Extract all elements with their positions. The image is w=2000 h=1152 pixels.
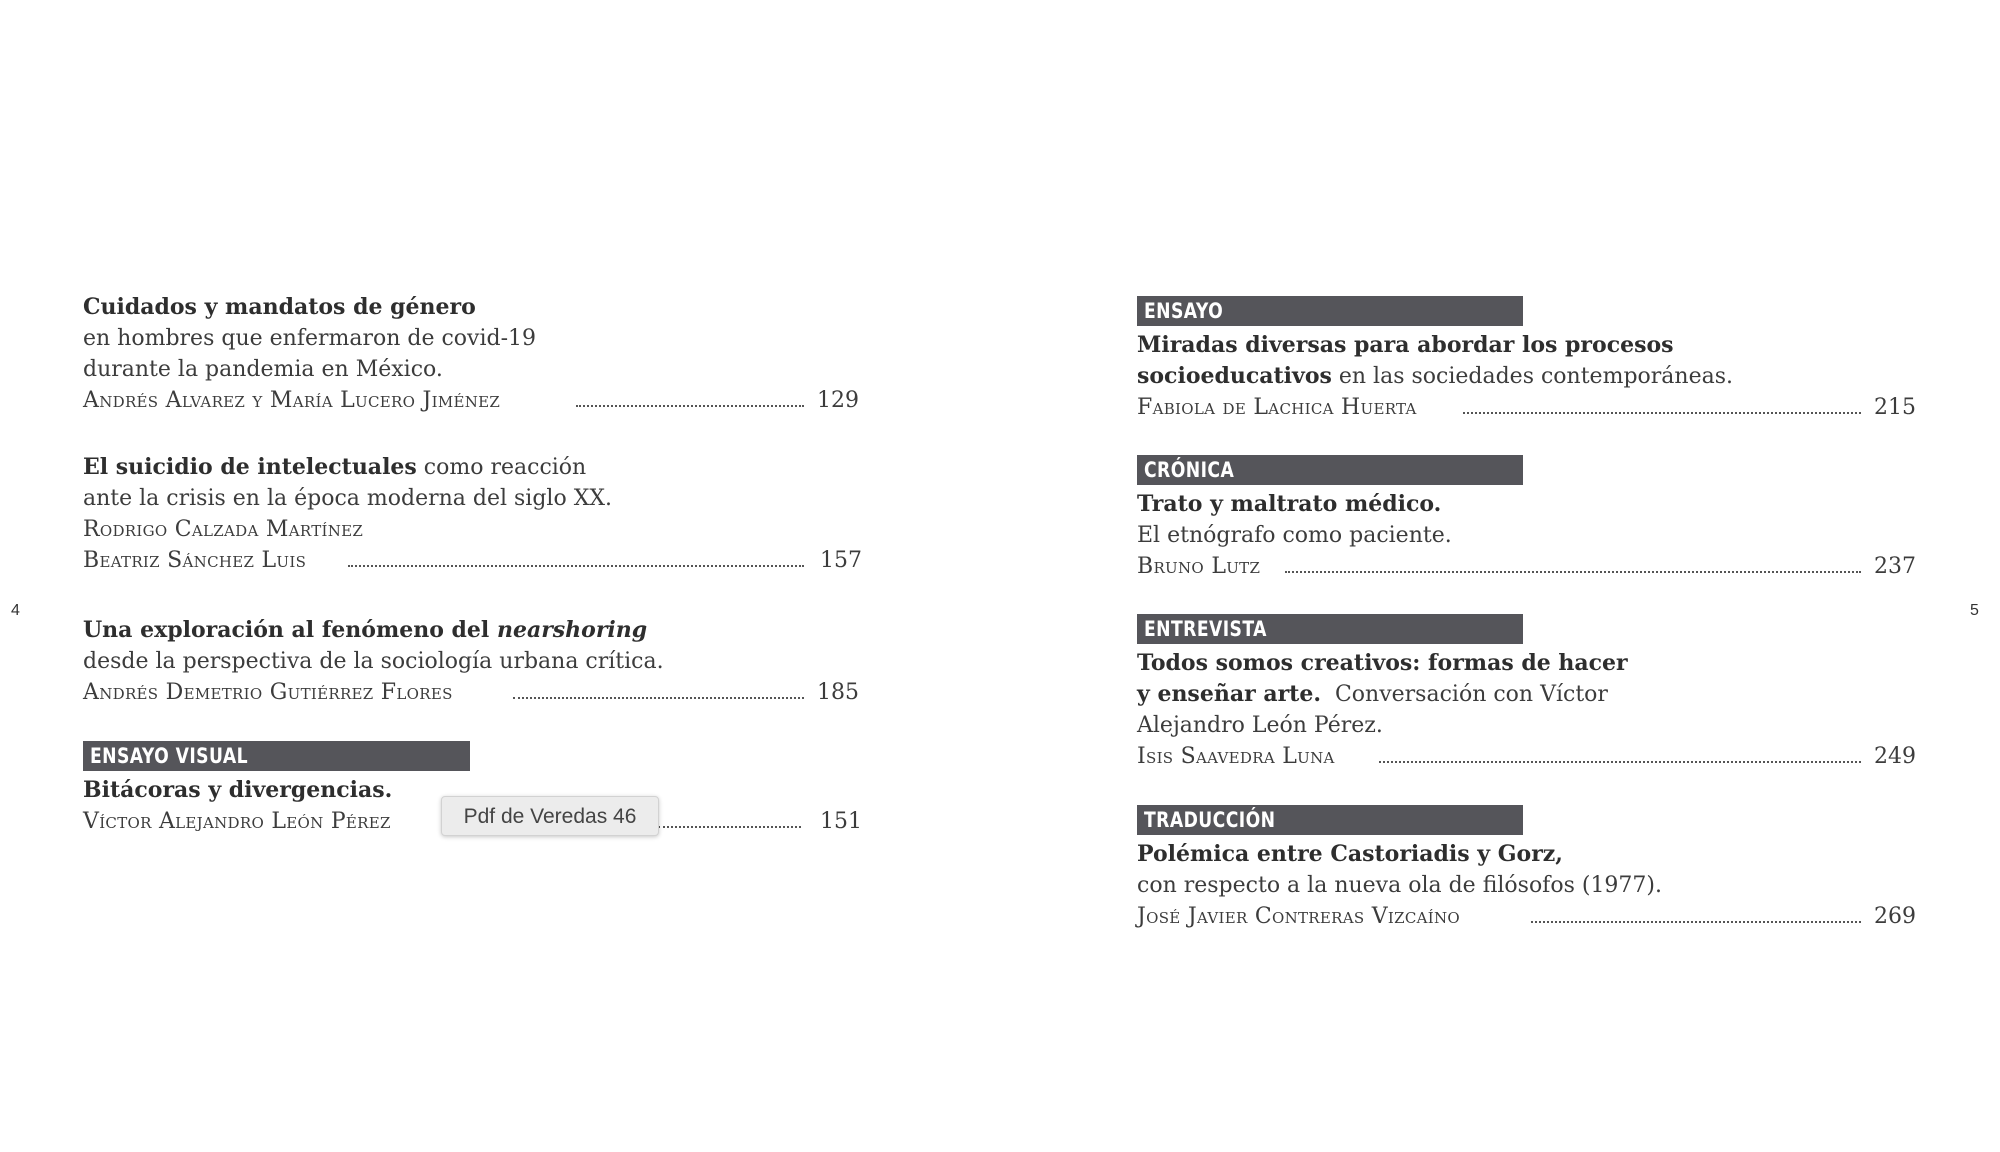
dot-leader bbox=[1531, 921, 1861, 923]
section-label-entrevista: ENTREVISTA bbox=[1137, 614, 1523, 644]
entry-title: Todos somos creativos: formas de hacer bbox=[1137, 650, 1628, 676]
entry-page-number: 215 bbox=[1874, 395, 1916, 420]
toc-entry[interactable] bbox=[1137, 330, 1916, 423]
dot-leader bbox=[513, 697, 804, 699]
entry-author: Isis Saavedra Luna bbox=[1137, 744, 1335, 769]
dot-leader bbox=[658, 826, 801, 828]
entry-author: Bruno Lutz bbox=[1137, 554, 1261, 579]
entry-subtitle-line: en hombres que enfermaron de covid-19 bbox=[83, 326, 537, 351]
entry-page-number: 157 bbox=[820, 548, 862, 573]
dot-leader bbox=[576, 405, 804, 407]
toc-entry[interactable] bbox=[83, 615, 859, 708]
entry-author: Andrés Alvarez y María Lucero Jiménez bbox=[83, 388, 501, 413]
section-label-ensayo-visual: ENSAYO VISUAL bbox=[83, 741, 470, 771]
section-label-cronica: CRÓNICA bbox=[1137, 455, 1523, 485]
entry-author: José Javier Contreras Vizcaíno bbox=[1137, 904, 1461, 929]
entry-page-number: 269 bbox=[1874, 904, 1916, 929]
entry-subtitle-line: El etnógrafo como paciente. bbox=[1137, 523, 1452, 548]
toc-entry[interactable] bbox=[83, 292, 859, 416]
entry-author: Rodrigo Calzada Martínez bbox=[83, 517, 364, 542]
entry-page-number: 129 bbox=[817, 388, 859, 413]
entry-title: Cuidados y mandatos de género bbox=[83, 294, 476, 320]
entry-title-rest: como reacción bbox=[416, 455, 587, 480]
entry-subtitle-line: en las sociedades contemporáneas. bbox=[1331, 364, 1733, 389]
entry-author: Andrés Demetrio Gutiérrez Flores bbox=[83, 680, 453, 705]
entry-title: Una exploración al fenómeno del bbox=[83, 617, 497, 643]
entry-title: Trato y maltrato médico. bbox=[1137, 491, 1442, 517]
entry-title: Miradas diversas para abordar los procesos bbox=[1137, 332, 1674, 358]
entry-title-continued: socioeducativos bbox=[1137, 363, 1332, 389]
entry-page-number: 185 bbox=[817, 680, 859, 705]
dot-leader bbox=[1379, 761, 1861, 763]
entry-subtitle-line: Conversación con Víctor bbox=[1320, 682, 1608, 707]
entry-subtitle-line: Alejandro León Pérez. bbox=[1137, 713, 1383, 738]
entry-subtitle-line: ante la crisis en la época moderna del siglo XX. bbox=[83, 486, 613, 511]
entry-page-number: 237 bbox=[1874, 554, 1916, 579]
entry-title: Polémica entre Castoriadis y Gorz, bbox=[1137, 841, 1563, 867]
toc-entry[interactable] bbox=[1137, 648, 1916, 772]
entry-page-number: 151 bbox=[820, 809, 862, 834]
entry-page-number: 249 bbox=[1874, 744, 1916, 769]
entry-subtitle-line: con respecto a la nueva ola de filósofos (1977). bbox=[1137, 873, 1663, 898]
entry-author: Beatriz Sánchez Luis bbox=[83, 548, 307, 573]
entry-subtitle-line: desde la perspectiva de la sociología urbana crítica. bbox=[83, 649, 664, 674]
dot-leader bbox=[1463, 412, 1861, 414]
toc-entry[interactable] bbox=[1137, 839, 1916, 932]
section-label-traduccion: TRADUCCIÓN bbox=[1137, 805, 1523, 835]
entry-title: El suicidio de intelectuales bbox=[83, 454, 417, 480]
entry-subtitle-line: durante la pandemia en México. bbox=[83, 357, 443, 382]
entry-title-italic: nearshoring bbox=[496, 617, 648, 643]
entry-author: Víctor Alejandro León Pérez bbox=[83, 809, 391, 834]
toc-entry[interactable] bbox=[1137, 489, 1916, 582]
left-page-number: 4 bbox=[11, 602, 20, 619]
right-page-number: 5 bbox=[1970, 602, 1979, 619]
dot-leader bbox=[1285, 571, 1861, 573]
document-tooltip: Pdf de Veredas 46 bbox=[441, 796, 659, 836]
dot-leader bbox=[348, 565, 804, 567]
toc-entry[interactable] bbox=[83, 452, 862, 576]
entry-author: Fabiola de Lachica Huerta bbox=[1137, 395, 1417, 420]
entry-title-continued: y enseñar arte. bbox=[1137, 681, 1321, 707]
entry-title: Bitácoras y divergencias. bbox=[83, 777, 393, 803]
section-label-ensayo: ENSAYO bbox=[1137, 296, 1523, 326]
